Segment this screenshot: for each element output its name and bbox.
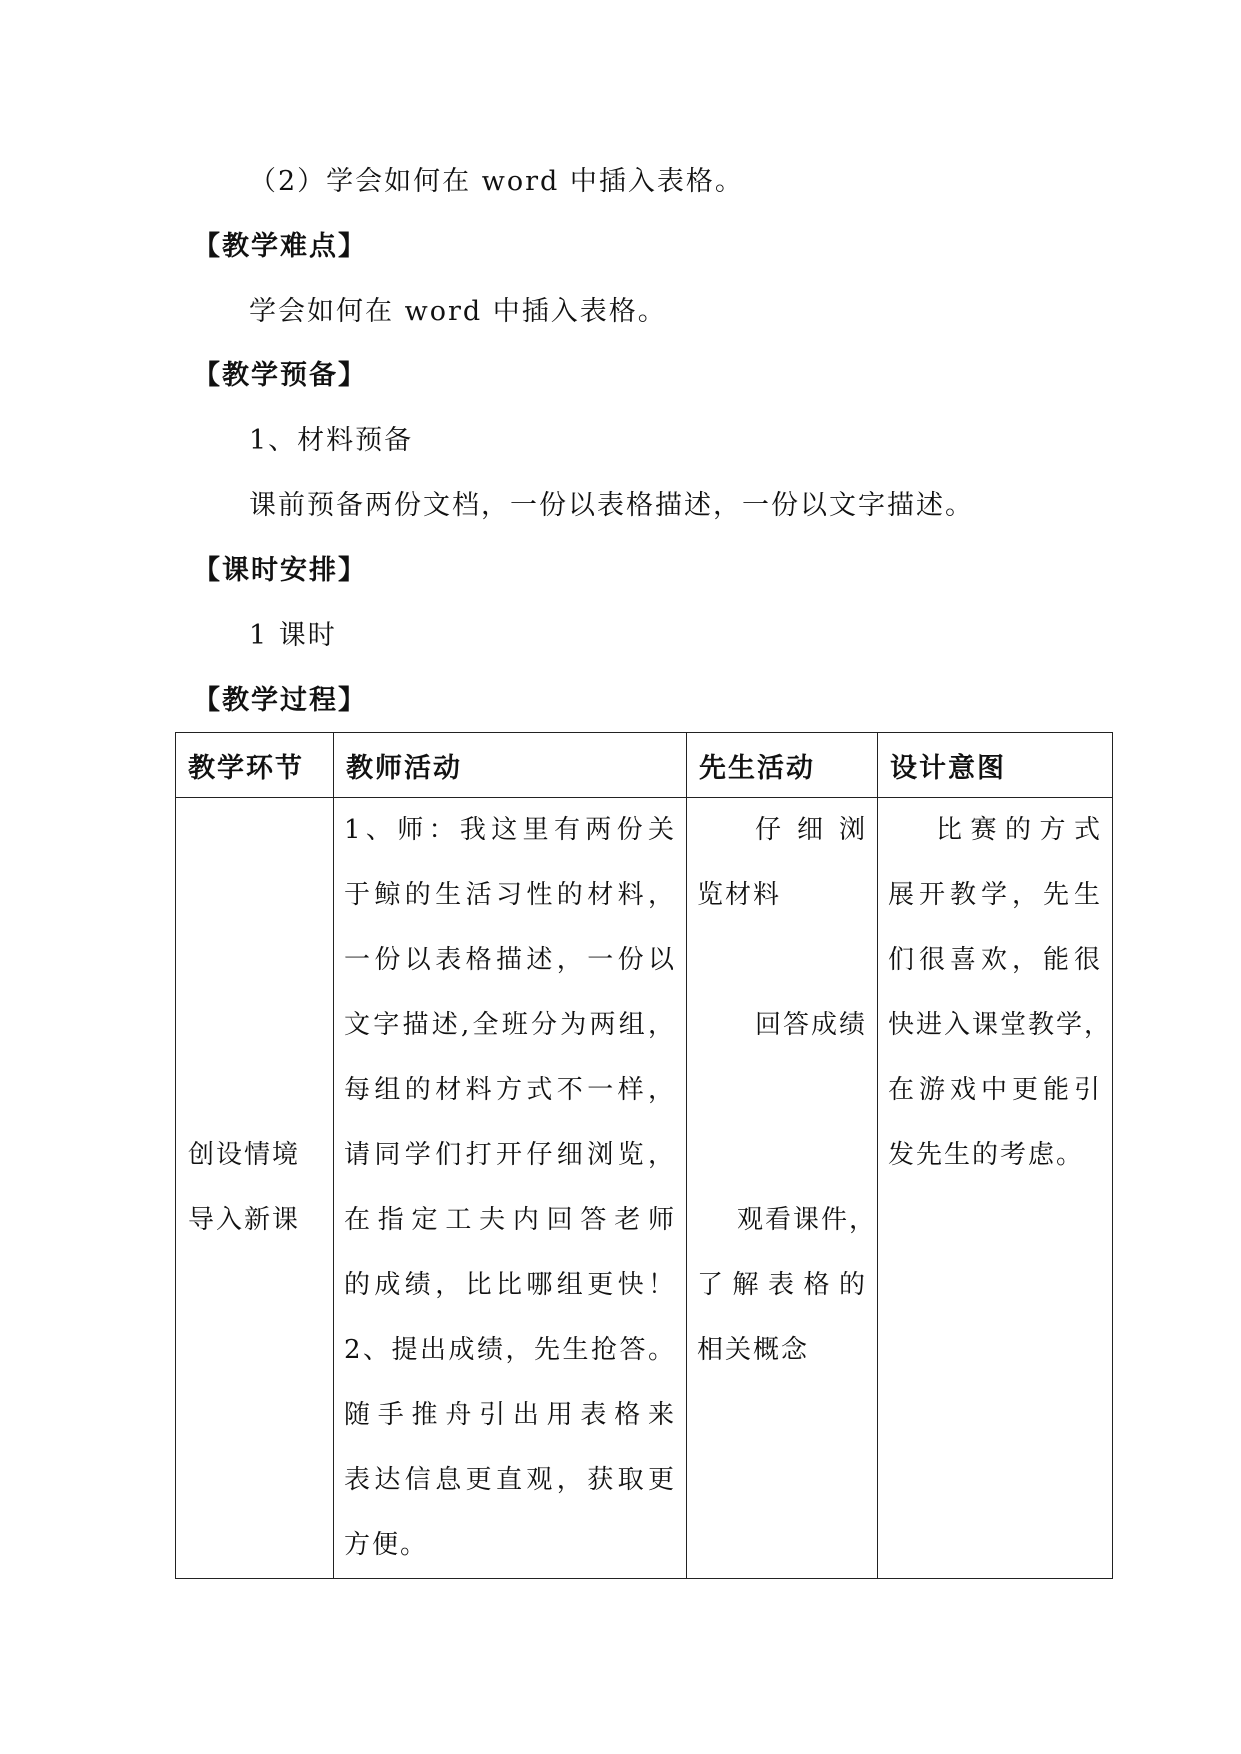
intent-line: 在游戏中更能引 xyxy=(888,1075,1102,1105)
intent-line: 快进入课堂教学， xyxy=(888,1010,1112,1040)
teacher-line: 一份以表格描述，一份以 xyxy=(344,945,676,975)
table-header-row xyxy=(176,733,1113,798)
intent-line: 比赛的方式 xyxy=(936,815,1102,845)
prep-heading: 【教学预备】 xyxy=(193,360,367,391)
teacher-line: 在指定工夫内回答老师 xyxy=(344,1205,676,1235)
prep-text: 课前预备两份文档，一份以表格描述，一份以文字描述。 xyxy=(249,490,974,521)
student-line: 相关概念 xyxy=(697,1335,810,1365)
schedule-text: 1 课时 xyxy=(249,620,337,651)
student-line: 览材料 xyxy=(697,880,782,910)
teacher-line: 每组的材料方式不一样， xyxy=(344,1075,676,1105)
intent-line: 们很喜欢，能很 xyxy=(888,945,1102,975)
teacher-line: 的成绩，比比哪组更快！ xyxy=(344,1270,676,1300)
teacher-line: 表达信息更直观，获取更 xyxy=(344,1465,676,1495)
difficulty-text: 学会如何在 word 中插入表格。 xyxy=(249,296,667,327)
teaching-process-table xyxy=(175,732,1113,1579)
header-design-intent: 设计意图 xyxy=(878,733,1113,798)
teacher-line: 随手推舟引出用表格来 xyxy=(344,1400,676,1430)
teacher-line: 1、师：我这里有两份关 xyxy=(344,815,676,845)
header-teacher-activity: 教师活动 xyxy=(334,733,687,798)
table-row xyxy=(176,798,1113,1579)
teacher-line: 于鲸的生活习性的材料， xyxy=(344,880,676,910)
prep-item: 1、材料预备 xyxy=(249,425,414,456)
stage-line: 导入新课 xyxy=(188,1205,301,1235)
difficulty-heading: 【教学难点】 xyxy=(193,231,367,262)
student-line: 回答成绩 xyxy=(754,1010,867,1040)
student-line: 仔细浏 xyxy=(755,815,867,845)
teacher-activity-cell xyxy=(334,798,687,1579)
header-stage: 教学环节 xyxy=(176,733,334,798)
teacher-line: 文字描述,全班分为两组， xyxy=(344,1010,676,1040)
student-line: 观看课件， xyxy=(736,1205,877,1235)
teacher-line: 请同学们打开仔细浏览， xyxy=(344,1140,676,1170)
design-intent-cell xyxy=(878,798,1113,1579)
intent-line: 发先生的考虑。 xyxy=(888,1140,1085,1170)
teacher-line: 方便。 xyxy=(344,1530,429,1560)
student-activity-cell xyxy=(687,798,878,1579)
stage-cell xyxy=(176,798,334,1579)
student-line: 了解表格的 xyxy=(697,1270,867,1300)
goal-item-2: （2）学会如何在 word 中插入表格。 xyxy=(249,166,744,197)
header-student-activity: 先生活动 xyxy=(687,733,878,798)
process-heading: 【教学过程】 xyxy=(193,685,367,716)
schedule-heading: 【课时安排】 xyxy=(193,555,367,586)
stage-line: 创设情境 xyxy=(188,1140,301,1170)
teacher-line: 2、提出成绩，先生抢答。 xyxy=(344,1335,676,1365)
intent-line: 展开教学，先生 xyxy=(888,880,1102,910)
